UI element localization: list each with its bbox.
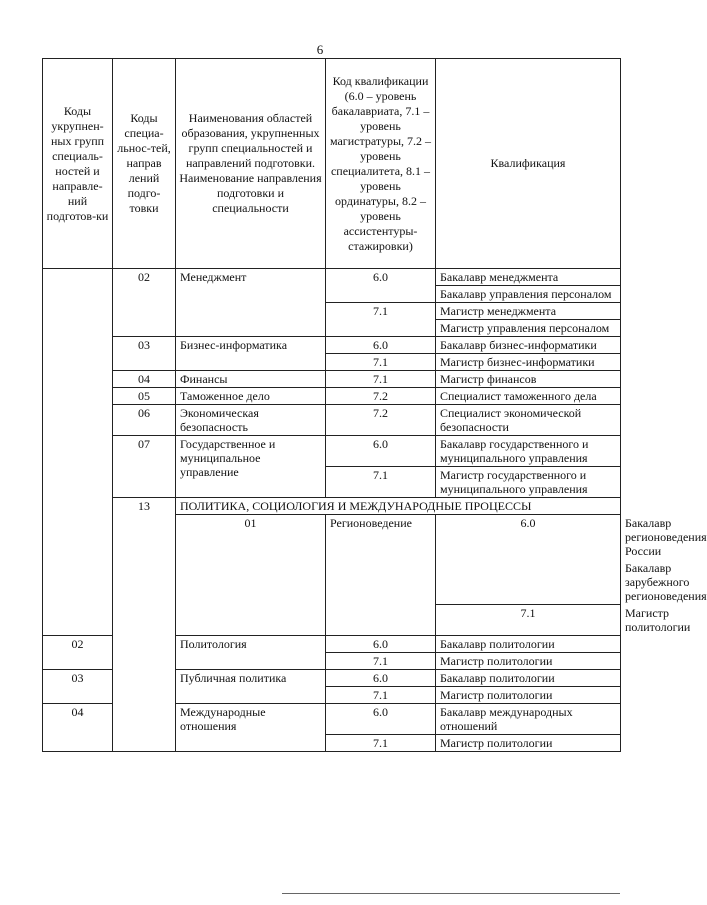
specialty-code: 04 [113, 371, 176, 388]
specialty-code: 03 [113, 337, 176, 371]
specialty-code: 07 [113, 436, 176, 498]
qualification-code: 7.1 [326, 687, 436, 704]
group-code: 13 [113, 498, 176, 752]
qualification-name: Специалист экономической безопасности [436, 405, 621, 436]
table-row [43, 405, 621, 436]
table-row [43, 337, 621, 354]
specialty-code: 02 [43, 636, 113, 670]
specialty-name: Политология [176, 636, 326, 670]
qualification-code: 6.0 [326, 269, 436, 303]
qualification-code: 6.0 [326, 636, 436, 653]
specialty-code: 06 [113, 405, 176, 436]
qualification-code: 7.1 [326, 354, 436, 371]
qualification-code: 7.1 [436, 605, 621, 636]
table-row [43, 269, 621, 286]
qualification-name: Бакалавр менеджмента [436, 269, 621, 286]
qualifications-table [42, 58, 707, 752]
qualification-name: Бакалавр политологии [436, 670, 621, 687]
qualification-name: Бакалавр бизнес-информатики [436, 337, 621, 354]
qualification-name: Бакалавр государственного и муниципального управления [436, 436, 621, 467]
qualification-name: Бакалавр политологии [436, 636, 621, 653]
group-header-row [43, 498, 621, 515]
group-code-cell [43, 269, 113, 636]
specialty-name: Регионоведение [326, 515, 436, 636]
qualification-code: 7.1 [326, 371, 436, 388]
specialty-name: Экономическая безопасность [176, 405, 326, 436]
header-qualification-code: Код квалификации (6.0 – уровень бакалавриата, 7.1 – уровень магистратуры, 7.2 – уровень специалитета, 8.1 – уровень ординатуры, 8.2 – уровень ассистентуры-стажировки) [326, 59, 436, 269]
table-row: 01 Регионоведение 6.0 Бакалавр регионоведения России [43, 515, 621, 560]
qualification-code: 6.0 [326, 704, 436, 735]
table-header-row [43, 59, 621, 269]
qualification-code: 6.0 [326, 337, 436, 354]
qualification-name: Магистр государственного и муниципального управления [436, 467, 621, 498]
qualification-code: 7.2 [326, 388, 436, 405]
qualification-name: Магистр политологии [436, 735, 621, 752]
qualification-code: 6.0 [326, 670, 436, 687]
table-row [43, 371, 621, 388]
qualification-code: 7.1 [326, 303, 436, 337]
qualification-name: Магистр управления персоналом [436, 320, 621, 337]
qualification-name: Магистр бизнес-информатики [436, 354, 621, 371]
qualification-code: 7.1 [326, 653, 436, 670]
qualification-code: 7.1 [326, 735, 436, 752]
specialty-code: 05 [113, 388, 176, 405]
header-group-codes: Коды укрупнен-ных групп специаль-ностей и направле-ний подготов-ки [43, 59, 113, 269]
specialty-name: Государственное и муниципальное управление [176, 436, 326, 498]
specialty-name: Международные отношения [176, 704, 326, 752]
qualification-name: Бакалавр международных отношений [436, 704, 621, 735]
qualification-name: Магистр политологии [436, 687, 621, 704]
qualification-name: Магистр менеджмента [436, 303, 621, 320]
qualification-name: Магистр финансов [436, 371, 621, 388]
qualification-code: 7.2 [326, 405, 436, 436]
specialty-name: Таможенное дело [176, 388, 326, 405]
qualification-code: 6.0 [326, 436, 436, 467]
table-row: 7.1 Магистр политологии [43, 605, 621, 636]
qualification-code: 6.0 [436, 515, 621, 605]
specialty-name: Менеджмент [176, 269, 326, 337]
group-title: ПОЛИТИКА, СОЦИОЛОГИЯ И МЕЖДУНАРОДНЫЕ ПРОЦЕССЫ [176, 498, 621, 515]
page-number: 6 [316, 42, 324, 57]
qualification-code: 7.1 [326, 467, 436, 498]
table-row [43, 436, 621, 467]
header-specialty-codes: Коды специа-льнос-тей, направ лений подго-товки [113, 59, 176, 269]
qualification-name: Магистр политологии [436, 653, 621, 670]
specialty-name: Бизнес-информатика [176, 337, 326, 371]
table-row [43, 388, 621, 405]
specialty-code: 04 [43, 704, 113, 752]
qualification-name: Специалист таможенного дела [436, 388, 621, 405]
header-qualification: Квалификация [436, 59, 621, 269]
specialty-code: 01 [176, 515, 326, 636]
bottom-rule [282, 893, 620, 894]
specialty-name: Публичная политика [176, 670, 326, 704]
specialty-name: Финансы [176, 371, 326, 388]
qualification-name: Бакалавр управления персоналом [436, 286, 621, 303]
table-row: Бакалавр зарубежного регионоведения [625, 561, 707, 603]
specialty-code: 03 [43, 670, 113, 704]
specialty-code: 02 [113, 269, 176, 337]
header-names: Наименования областей образования, укрупненных групп специальностей и направлений подготовки. Наименование направления подготовки и специальности [176, 59, 326, 269]
